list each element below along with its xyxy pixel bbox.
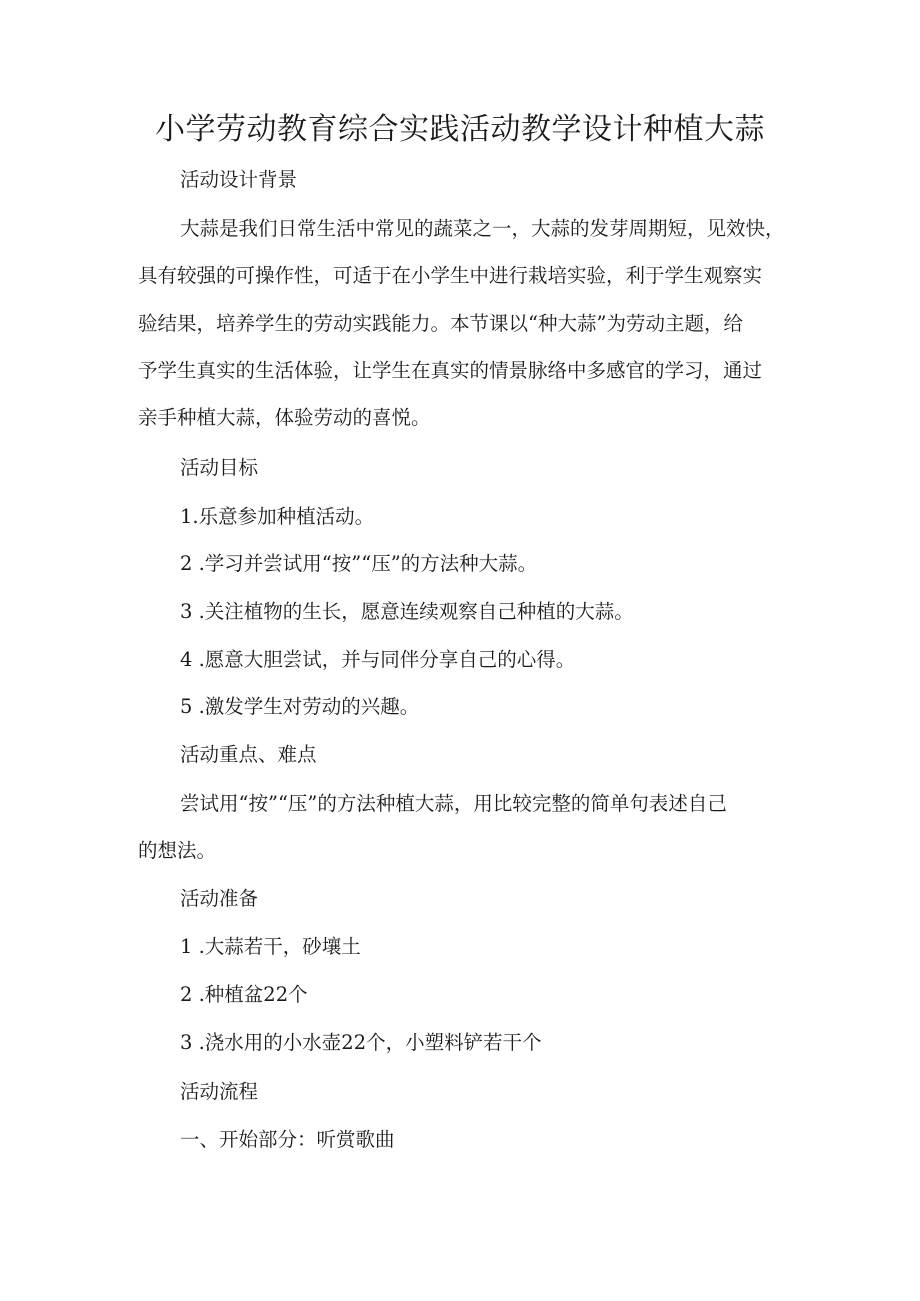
list-item-goal: 2 .学习并尝试用“按”“压”的方法种大蒜。: [180, 552, 538, 575]
paragraph-line: 予学生真实的生活体验，让学生在真实的情景脉络中多感官的学习，通过: [138, 358, 763, 382]
section-heading-preparation: 活动准备: [180, 887, 259, 910]
section-heading-goals: 活动目标: [180, 456, 259, 479]
paragraph-background: [138, 205, 798, 441]
list-item-goal: 4 .愿意大胆尝试，并与同伴分享自己的心得。: [180, 648, 576, 671]
list-item-goal: 5 .激发学生对劳动的兴趣。: [180, 695, 420, 718]
paragraph-line: 具有较强的可操作性，可适于在小学生中进行栽培实验，利于学生观察实: [138, 264, 763, 288]
paragraph-line: 验结果，培养学生的劳动实践能力。本节课以“种大蒜”为劳动主题，给: [138, 311, 743, 335]
list-item-process: 一、开始部分：听赏歌曲: [180, 1128, 395, 1151]
paragraph-line: 的想法。: [138, 839, 217, 863]
list-item-preparation: 3 .浇水用的小水壶22个，小塑料铲若干个: [180, 1031, 542, 1054]
paragraph-keypoints: [138, 780, 798, 875]
paragraph-line: 亲手种植大蒜，体验劳动的喜悦。: [138, 406, 431, 430]
paragraph-line: 尝试用“按”“压”的方法种植大蒜，用比较完整的简单句表述自己: [180, 792, 727, 815]
paragraph-line: 大蒜是我们日常生活中常见的蔬菜之一，大蒜的发芽周期短，见效快，: [180, 217, 785, 240]
section-heading-keypoints: 活动重点、难点: [180, 743, 317, 766]
list-item-goal: 3 .关注植物的生长，愿意连续观察自己种植的大蒜。: [180, 600, 634, 623]
document-title: 小学劳动教育综合实践活动教学设计种植大蒜: [155, 112, 765, 147]
section-heading-background: 活动设计背景: [180, 168, 298, 191]
list-item-preparation: 1 .大蒜若干，砂壤土: [180, 935, 361, 958]
section-heading-process: 活动流程: [180, 1080, 259, 1103]
list-item-preparation: 2 .种植盆22个: [180, 983, 308, 1006]
list-item-goal: 1.乐意参加种植活动。: [180, 505, 375, 528]
